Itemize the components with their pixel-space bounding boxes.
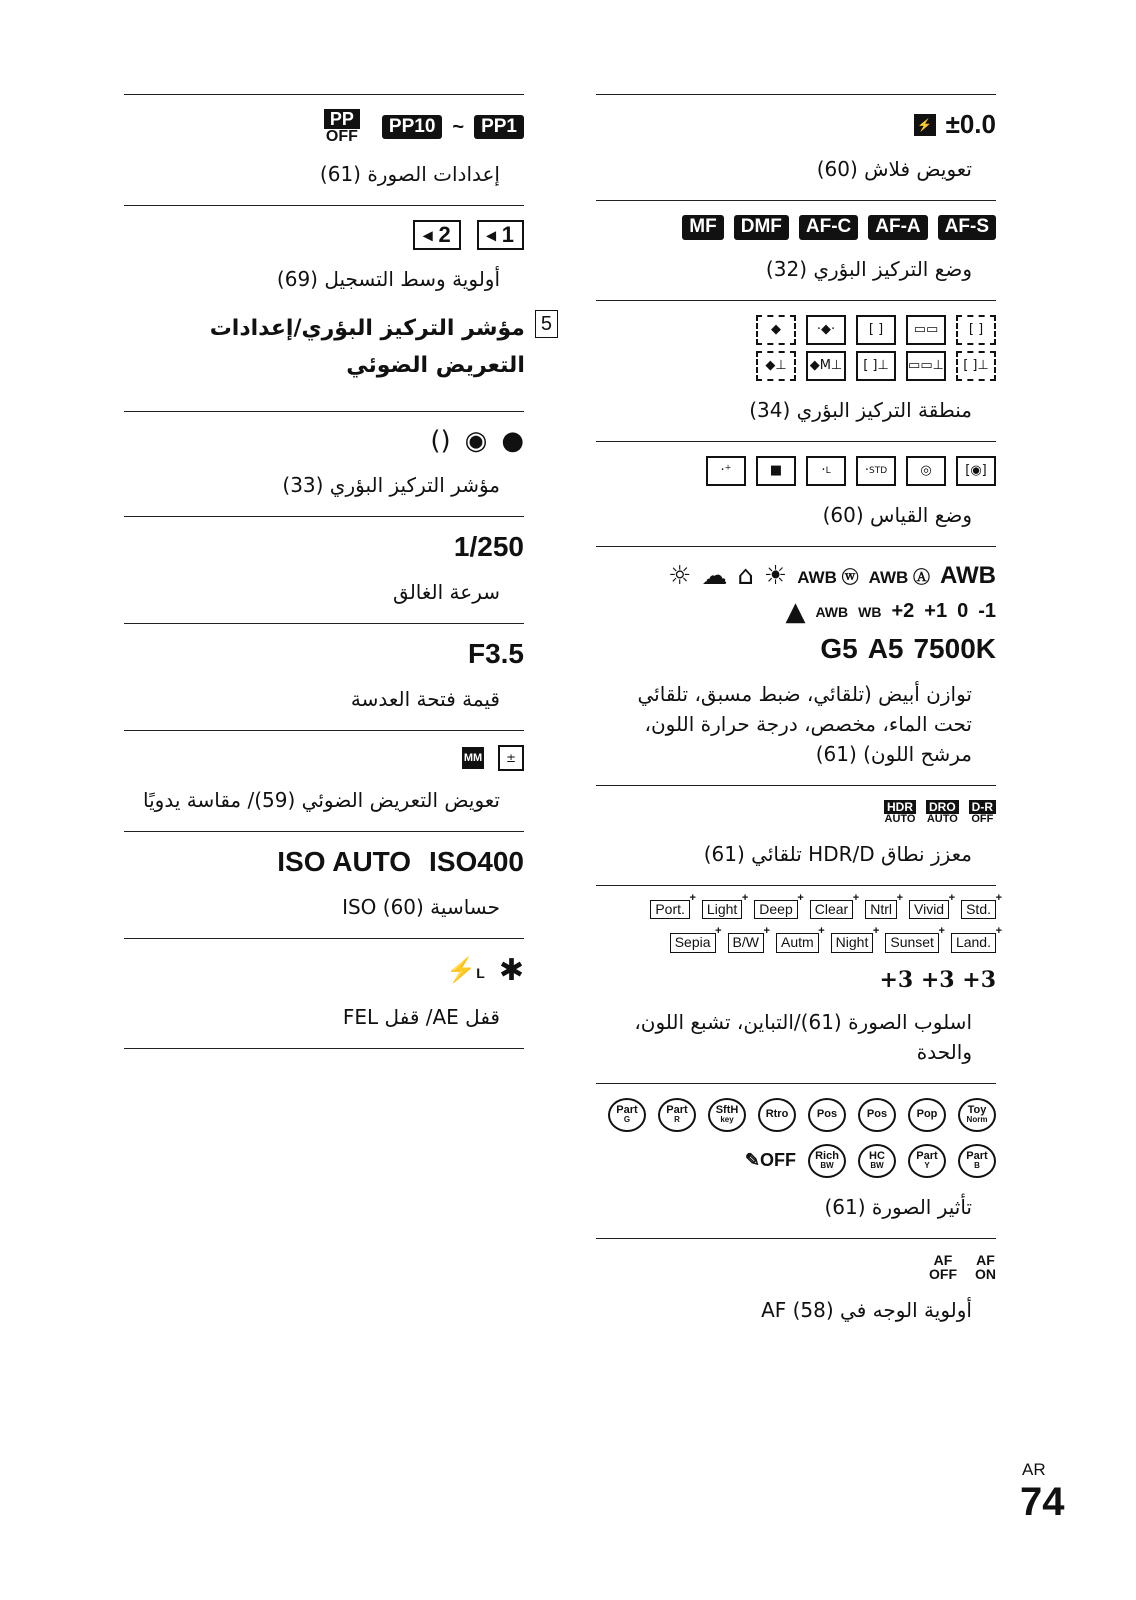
focus-area-tracking-zone-icon: ▭▭⊥ <box>906 351 946 381</box>
pp-off-icon: PP OFF <box>324 109 360 145</box>
style-icon: Land. + <box>951 933 996 952</box>
pp-sep: ~ <box>452 115 465 138</box>
effect-icon: Pos <box>808 1098 846 1132</box>
page-number: 74 <box>1020 1480 1065 1524</box>
wb-fluor-0: 0 <box>957 600 969 623</box>
focus-mode-badge: AF-S <box>938 215 996 240</box>
wb-flash-label: WB <box>858 603 882 620</box>
aperture-entry <box>124 623 524 730</box>
aperture-value: F3.5 <box>467 637 524 669</box>
effect-icon: Pop <box>908 1098 946 1132</box>
ae-lock-icon: ✱ <box>498 952 524 988</box>
metering-entire-icon: ◎ <box>906 456 946 486</box>
focus-area-tracking-wide-icon: ◆⊥ <box>756 351 796 381</box>
creative-style-desc <box>596 1007 972 1067</box>
rec-priority-entry <box>124 205 524 310</box>
effect-icon: Part G <box>608 1098 646 1132</box>
focus-area-tracking-center-icon: [ ]⊥ <box>856 351 896 381</box>
effect-icon: SftH key <box>708 1098 746 1132</box>
focus-area-zone-icon: ▭▭ <box>906 315 946 345</box>
dro-entry <box>596 785 996 885</box>
page-language-label: AR <box>1022 1460 1046 1479</box>
wb-incandescent-icon: ☼ <box>668 560 692 591</box>
effect-icon: Pos <box>858 1098 896 1132</box>
focus-area-desc: منطقة التركيز البؤري (34) <box>749 397 972 422</box>
metering-std-label: STD <box>869 465 888 476</box>
wb-g5: G5 <box>820 632 858 664</box>
focus-area-entry <box>596 300 996 441</box>
effect-icon: Part B <box>958 1144 996 1178</box>
focus-area-flexible-spot-icon: ·◆· <box>806 315 846 345</box>
wb-awb-white: AWB ⓦ <box>797 568 859 588</box>
metering-desc: وضع القياس (60) <box>822 502 972 527</box>
section-title: مؤشر التركيز البؤري/إعدادات التعريض الضوئي <box>209 316 525 379</box>
rec-media-1-icon: ◂ 1 <box>477 220 524 250</box>
exposure-entry <box>124 730 524 831</box>
pp1-badge: PP1 <box>474 115 524 140</box>
style-icon: Sunset + <box>885 933 939 952</box>
wb-cloudy-icon: ☁ <box>701 560 728 591</box>
rec-media-2-icon: ◂ 2 <box>413 220 460 250</box>
focus-locked-icon: ● <box>501 425 524 456</box>
face-af-on-icon: AF ON <box>975 1251 996 1282</box>
style-icon: Sepia + <box>670 933 716 952</box>
wb-desc-line: مرشح اللون) (61) <box>815 741 972 766</box>
face-priority-desc: أولوية الوجه في AF (58) <box>761 1297 972 1322</box>
creative-style-entry <box>596 885 996 1083</box>
wb-daylight-icon: ☀ <box>763 560 788 591</box>
metered-manual-icon: MM <box>462 747 484 769</box>
wb-custom-icon: ▲ <box>785 596 806 627</box>
metering-entry <box>596 441 996 546</box>
wb-shade-icon: ⌂ <box>737 560 754 591</box>
iso-400-value: ISO400 <box>429 845 524 877</box>
iso-auto-value: ISO AUTO <box>277 845 412 877</box>
effect-icon: Rich BW <box>808 1144 846 1178</box>
right-column <box>596 94 996 1341</box>
wb-desc-line: توازن أبيض (تلقائي، ضبط مسبق، تلقائي <box>637 681 972 706</box>
metering-spot-std-icon: · STD <box>856 456 896 486</box>
dro-off-icon: D-R OFF <box>969 800 996 825</box>
effect-icon: Part R <box>658 1098 696 1132</box>
style-icon: Night + <box>831 933 874 952</box>
style-icon: Vivid + <box>909 900 949 919</box>
rec-priority-desc: أولوية وسط التسجيل (69) <box>276 267 500 291</box>
wb-a5: A5 <box>867 632 904 664</box>
wb-fluor-plus1: +1 <box>924 600 948 623</box>
effect-icon: Rtro <box>758 1098 796 1132</box>
style-icon: B/W + <box>728 933 764 952</box>
wb-underwater-label: AWB <box>815 603 849 620</box>
white-balance-desc <box>596 679 972 769</box>
effect-icon: HC BW <box>858 1144 896 1178</box>
shutter-value: 1/250 <box>453 530 524 562</box>
wb-desc-line: تحت الماء، مخصص، درجة حرارة اللون، <box>644 711 972 736</box>
flash-comp-desc: تعويض فلاش (60) <box>816 157 972 181</box>
hdr-auto-icon: HDR AUTO <box>884 799 916 825</box>
focus-area-wide-icon: ◆ <box>756 315 796 345</box>
style-icon: Clear + <box>810 900 853 919</box>
effect-icon: Toy Norm <box>958 1098 996 1132</box>
face-priority-entry <box>596 1238 996 1341</box>
wb-fluor-plus2: +2 <box>891 600 915 623</box>
focus-mode-badge: DMF <box>734 215 789 240</box>
face-af-off-icon: AF OFF <box>929 1251 957 1282</box>
metering-l-label: L <box>825 465 831 476</box>
style-icon: Deep + <box>754 900 797 919</box>
wb-fluor-minus1: -1 <box>978 600 996 623</box>
focus-area-tracking-expand-icon: [ ]⊥ <box>956 351 996 381</box>
focus-area-center-icon: [ ] <box>856 315 896 345</box>
dro-auto-icon: DRO AUTO <box>926 799 958 825</box>
picture-effect-entry <box>596 1083 996 1238</box>
picture-profile-entry <box>124 94 524 205</box>
style-icon: Light + <box>702 900 742 919</box>
section-number: 5 <box>535 310 558 338</box>
dro-desc: معزز نطاق HDR/D تلقائي (61) <box>703 841 972 866</box>
focus-indicator-desc: مؤشر التركيز البؤري (33) <box>282 472 500 497</box>
exposure-desc: تعويض التعريض الضوئي (59)/ مقاسة يدويًا <box>143 787 500 812</box>
wb-awb-ambience: AWB Ⓐ <box>868 568 930 588</box>
focus-area-expand-flexible-icon: [ ] <box>956 315 996 345</box>
style-icon: Ntrl + <box>865 900 897 919</box>
aperture-desc: قيمة فتحة العدسة <box>350 686 500 711</box>
section-heading <box>158 310 558 385</box>
focus-mode-badge: MF <box>682 215 723 240</box>
style-icon: Std. + <box>961 900 996 919</box>
focus-mode-badge: AF-A <box>868 215 927 240</box>
focus-mode-badge: AF-C <box>799 215 858 240</box>
picture-profile-desc: إعدادات الصورة (61) <box>319 162 500 186</box>
metering-average-icon: ■ <box>756 456 796 486</box>
focus-continuous-locked-icon: ◉ <box>464 425 488 456</box>
shutter-desc: سرعة الغالق <box>393 579 500 604</box>
lock-entry <box>124 938 524 1049</box>
white-balance-entry <box>596 546 996 785</box>
shutter-entry <box>124 516 524 623</box>
flash-comp-icon: ⚡ <box>914 114 936 136</box>
metering-spot-large-icon: · L <box>806 456 846 486</box>
wb-awb: AWB <box>940 561 996 589</box>
iso-desc: حساسية ISO (60) <box>342 894 500 919</box>
left-column <box>124 94 552 1049</box>
fel-lock-icon: ⚡L <box>446 956 485 984</box>
style-values: +3 +3 +3 <box>879 966 996 993</box>
focus-area-tracking-spot-icon: ◆M⊥ <box>806 351 846 381</box>
effect-icon: Part Y <box>908 1144 946 1178</box>
style-icon: Autm + <box>776 933 819 952</box>
lock-desc: قفل AE/ قفل FEL <box>342 1004 500 1029</box>
metering-highlight-icon: [◉] <box>956 456 996 486</box>
style-desc-line: والحدة <box>916 1039 972 1064</box>
effect-off-icon: ✎OFF <box>744 1150 796 1171</box>
style-icon: Port. + <box>650 900 690 919</box>
metering-multi-icon: ·⁺ <box>706 456 746 486</box>
wb-color-temp: 7500K <box>913 632 996 664</box>
pp10-badge: PP10 <box>382 115 442 140</box>
flash-comp-entry <box>596 94 996 200</box>
flash-comp-value: ±0.0 <box>945 109 996 139</box>
style-desc-line: اسلوب الصورة (61)/التباين، تشبع اللون، <box>634 1009 972 1034</box>
iso-entry <box>124 831 524 938</box>
focus-mode-entry <box>596 200 996 300</box>
picture-effect-desc: تأثير الصورة (61) <box>824 1194 972 1219</box>
focus-mode-desc: وضع التركيز البؤري (32) <box>765 256 972 281</box>
focus-indicator-entry <box>124 411 524 516</box>
focus-continuous-icon: () <box>430 425 451 456</box>
exposure-comp-icon: ± <box>498 745 524 771</box>
